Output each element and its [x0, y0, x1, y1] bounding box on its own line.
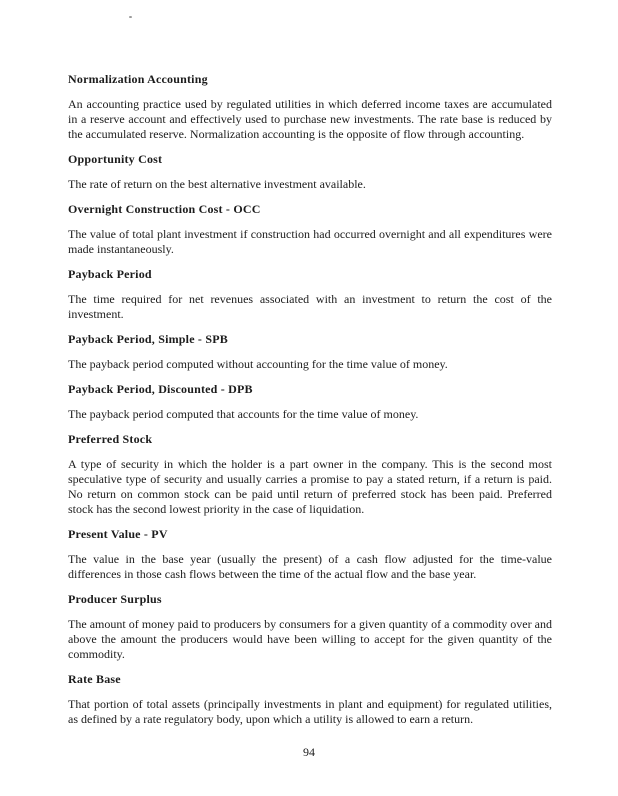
term-definition: The value in the base year (usually the present) of a cash flow adjusted for the time-value differences in those cash flows between the time of the actual flow and the base year. — [68, 552, 552, 581]
glossary-entry — [68, 432, 552, 517]
glossary-entry — [68, 592, 552, 662]
term-definition: The rate of return on the best alternative investment available. — [68, 177, 366, 191]
glossary-entry — [68, 72, 552, 142]
term-heading: Payback Period, Discounted - DPB — [68, 382, 253, 396]
glossary-entry — [68, 382, 552, 422]
term-heading: Payback Period — [68, 267, 152, 281]
term-definition: A type of security in which the holder is a part owner in the company. This is the second most speculative type of security and usually carries a promise to pay a stated return, if a return is paid. No return on common stock can be paid until return of preferred stock has been paid. Preferred stock has the second lowest priority in the case of liquidation. — [68, 457, 552, 516]
glossary-entry — [68, 152, 552, 192]
glossary-entry — [68, 527, 552, 582]
glossary-entry — [68, 672, 552, 727]
term-heading: Rate Base — [68, 672, 121, 686]
term-heading: Preferred Stock — [68, 432, 153, 446]
term-heading: Overnight Construction Cost - OCC — [68, 202, 261, 216]
glossary-entry — [68, 202, 552, 257]
term-definition: The payback period computed that accounts for the time value of money. — [68, 407, 419, 421]
term-heading: Opportunity Cost — [68, 152, 163, 166]
term-definition: The value of total plant investment if construction had occurred overnight and all expenditures were made instantaneously. — [68, 227, 552, 256]
term-definition: The payback period computed without accounting for the time value of money. — [68, 357, 448, 371]
term-heading: Payback Period, Simple - SPB — [68, 332, 228, 346]
term-definition: The time required for net revenues associated with an investment to return the cost of the investment. — [68, 292, 552, 321]
term-definition: An accounting practice used by regulated utilities in which deferred income taxes are accumulated in a reserve account and effectively used to purchase new investments. The rate base is reduced by the accumulated reserve. Normalization accounting is the opposite of flow through accounting. — [68, 97, 552, 141]
term-definition: The amount of money paid to producers by consumers for a given quantity of a commodity over and above the amount the producers would have been willing to accept for the given quantity of the commodity. — [68, 617, 552, 661]
scan-artifact — [129, 16, 132, 18]
term-heading: Normalization Accounting — [68, 72, 208, 86]
term-definition: That portion of total assets (principally investments in plant and equipment) for regulated utilities, as defined by a rate regulatory body, upon which a utility is allowed to earn a return. — [68, 697, 552, 726]
term-heading: Producer Surplus — [68, 592, 162, 606]
page-number: 94 — [303, 745, 315, 759]
term-heading: Present Value - PV — [68, 527, 168, 541]
glossary-entry — [68, 267, 552, 322]
glossary-entry — [68, 332, 552, 372]
